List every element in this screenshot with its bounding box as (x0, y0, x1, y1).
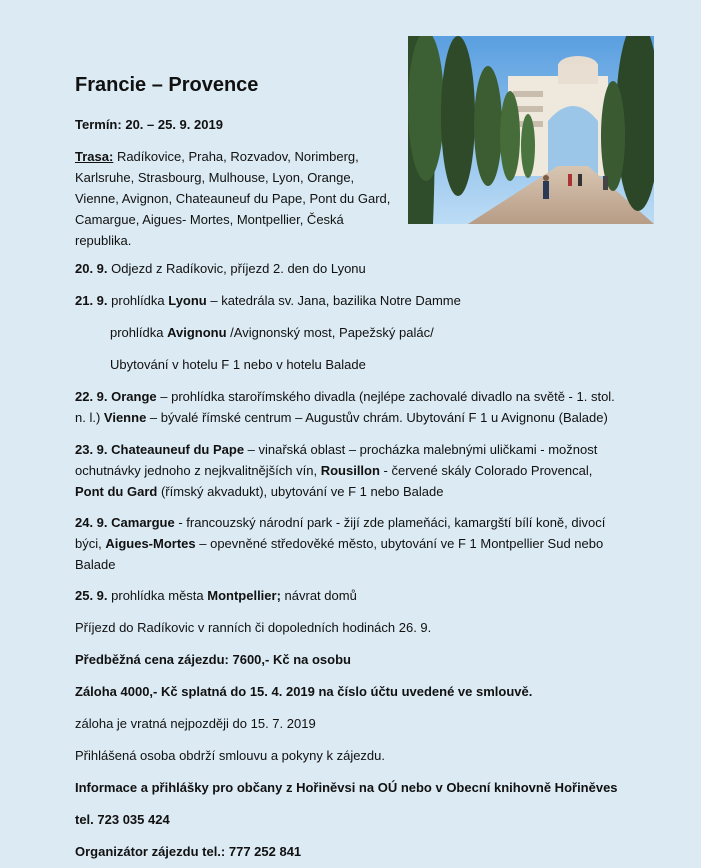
day-5-date: 24. 9. Camargue (75, 515, 175, 530)
day-2-line-2 (110, 322, 630, 343)
day-2-date: 21. 9. (75, 293, 108, 308)
day-3-text-1: – prohlídka starořímského divadla (nejlépe zachovalé divadlo na světě - 1. stol. (156, 389, 615, 404)
day-2-post: – katedrála sv. Jana, bazilika Notre Damme (206, 293, 461, 308)
route-line-2: Karlsruhe, Strasbourg, Mulhouse, Lyon, Orange, (75, 170, 355, 185)
day-4-text-2-post: - červené skály Colorado Provencal, (379, 463, 593, 478)
route-line-3: Vienne, Avignon, Chateauneuf du Pape, Pont du Gard, (75, 191, 391, 206)
day-6-date: 25. 9. (75, 588, 108, 603)
day-5-place-2: Aigues-Mortes (105, 536, 196, 551)
arrival-text: Příjezd do Radíkovic v ranních či dopoledních hodinách 26. 9. (75, 620, 432, 635)
route-label: Trasa: (75, 149, 114, 164)
day-6-place: Montpellier; (207, 588, 281, 603)
route-line-5: republika. (75, 233, 132, 248)
info-text: Informace a přihlášky pro občany z Hořiněvsi na OÚ nebo v Obecní knihovně Hořiněves (75, 780, 618, 795)
day-1 (75, 258, 627, 279)
day-2-line-3: Ubytování v hotelu F 1 nebo v hotelu Balade (110, 357, 366, 372)
day-1-date: 20. 9. (75, 261, 108, 276)
day-2-place: Lyonu (168, 293, 207, 308)
day-5-text-2-pre: býci, (75, 536, 106, 551)
day-2-line-2-post: /Avignonský most, Papežský palác/ (226, 325, 434, 340)
day-6-pre: prohlídka města (107, 588, 208, 603)
term-line (75, 114, 627, 135)
term-label: Termín: (75, 117, 122, 132)
deposit-text: Záloha 4000,- Kč splatná do 15. 4. 2019 na číslo účtu uvedené ve smlouvě. (75, 684, 533, 699)
phone-text: tel. 723 035 424 (75, 812, 170, 827)
day-5-text-1: - francouzský národní park - žijí zde plameňáci, kamargští bílí koně, divocí (174, 515, 606, 530)
day-4-text-3-post: (římský akvadukt), ubytování ve F 1 nebo Balade (157, 484, 444, 499)
price-text: Předběžná cena zájezdu: 7600,- Kč na osobu (75, 652, 351, 667)
day-3-text-2-pre: n. l.) (75, 410, 104, 425)
day-2-line-2-place: Avignonu (167, 325, 227, 340)
day-2 (75, 290, 627, 311)
day-6-post: návrat domů (280, 588, 357, 603)
day-3-place-2: Vienne (103, 410, 147, 425)
page-title: Francie – Provence (75, 74, 259, 96)
day-5-text-2-post: – opevněné středověké město, ubytování ve F 1 Montpellier Sud nebo (195, 536, 604, 551)
day-3 (75, 386, 635, 428)
day-2-pre: prohlídka (107, 293, 169, 308)
route-block (75, 146, 405, 251)
route-line-4: Camargue, Aigues- Mortes, Montpellier, Česká (75, 212, 344, 227)
day-2-line-2-pre: prohlídka (110, 325, 168, 340)
day-1-text: Odjezd z Radíkovic, příjezd 2. den do Lyonu (107, 261, 366, 276)
day-6 (75, 585, 627, 606)
day-5-text-3: Balade (75, 557, 116, 572)
day-4-text-2-pre: ochutnávky jednoho z nejkvalitnějších vín, (75, 463, 321, 478)
day-4-date: 23. 9. Chateauneuf du Pape (75, 442, 245, 457)
day-4-place-3: Pont du Gard (75, 484, 158, 499)
organizer-text: Organizátor zájezdu tel.: 777 252 841 (75, 844, 302, 859)
day-4-place-2: Rousillon (320, 463, 380, 478)
contract-text: Přihlášená osoba obdrží smlouvu a pokyny k zájezdu. (75, 748, 386, 763)
day-4-text-1: – vinařská oblast – procházka malebnými uličkami - možnost (244, 442, 598, 457)
term-dates: 20. – 25. 9. 2019 (125, 117, 223, 132)
day-5 (75, 512, 635, 575)
route-line-1: Radíkovice, Praha, Rozvadov, Norimberg, (116, 149, 359, 164)
day-4 (75, 439, 635, 502)
day-3-text-2-post: – bývalé římské centrum – Augustův chrám. Ubytování F 1 u Avignonu (Balade) (146, 410, 608, 425)
day-3-date: 22. 9. Orange (75, 389, 157, 404)
refund-text: záloha je vratná nejpozději do 15. 7. 2019 (75, 716, 316, 731)
